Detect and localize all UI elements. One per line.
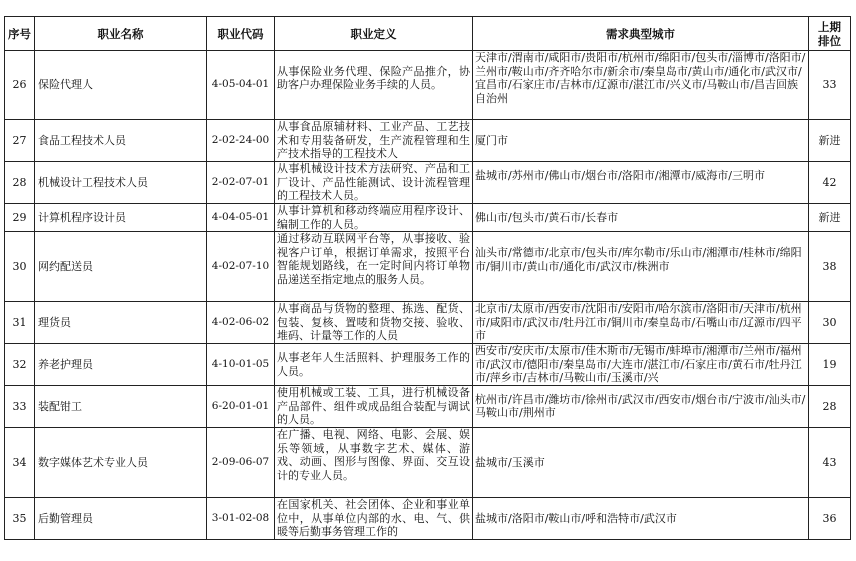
definition-text: 从事计算机和移动终端应用程序设计、编制工作的人员。 (277, 204, 470, 231)
occupation-table (4, 16, 851, 540)
table-row (5, 498, 851, 540)
cell-code: 3-01-02-08 (207, 498, 275, 540)
header-rank (809, 17, 851, 51)
cell-name: 食品工程技术人员 (35, 120, 207, 162)
definition-text: 使用机械或工装、工具，进行机械设备产品部件、组件或成品组合装配与调试的人员。 (277, 386, 470, 427)
cell-cities (473, 51, 809, 120)
header-name: 职业名称 (35, 17, 207, 51)
table-row (5, 302, 851, 344)
cities-text: 西安市/安庆市/太原市/佳木斯市/无锡市/蚌埠市/湘潭市/兰州市/福州市/武汉市/德阳市/秦皇岛市/大连市/湛江市/石家庄市/黄石市/牡丹江市/萍乡市/吉林市/马鞍山市/玉溪市/兴 (475, 344, 802, 385)
cell-definition (275, 428, 473, 498)
cell-name: 装配钳工 (35, 386, 207, 428)
cell-definition (275, 498, 473, 540)
cell-code: 4-10-01-05 (207, 344, 275, 386)
cell-rank: 19 (809, 344, 851, 386)
header-definition: 职业定义 (275, 17, 473, 51)
header-rank-line2: 排位 (818, 33, 841, 48)
cell-code: 4-05-04-01 (207, 51, 275, 120)
cell-rank: 36 (809, 498, 851, 540)
cell-rank: 42 (809, 162, 851, 204)
cell-definition (275, 120, 473, 162)
definition-text: 从事保险业务代理、保险产品推介，协助客户办理保险业务手续的人员。 (277, 64, 470, 92)
cities-text: 汕头市/常德市/北京市/包头市/库尔勒市/乐山市/湘潭市/桂林市/绵阳市/铜川市/黄山市/通化市/武汉市/株洲市 (475, 246, 802, 273)
cell-definition (275, 51, 473, 120)
occupation-table-sheet (4, 16, 851, 540)
cities-text: 北京市/太原市/西安市/沈阳市/安阳市/哈尔滨市/洛阳市/天津市/杭州市/咸阳市/武汉市/牡丹江市/铜川市/秦皇岛市/石嘴山市/辽源市/四平市 (475, 302, 802, 343)
cell-cities (473, 120, 809, 162)
cell-cities (473, 386, 809, 428)
cell-cities (473, 344, 809, 386)
cell-index: 26 (5, 51, 35, 120)
cell-rank: 新进 (809, 204, 851, 232)
header-code: 职业代码 (207, 17, 275, 51)
table-row (5, 344, 851, 386)
table-row (5, 120, 851, 162)
cell-index: 31 (5, 302, 35, 344)
cell-name: 计算机程序设计员 (35, 204, 207, 232)
cell-definition (275, 302, 473, 344)
cell-code: 4-02-06-02 (207, 302, 275, 344)
definition-text: 在广播、电视、网络、电影、会展、娱乐等领域，从事数字艺术、媒体、游戏、动画、图形与图像、界面、交互设计的专业人员。 (277, 428, 470, 482)
table-row (5, 204, 851, 232)
cities-text: 天津市/渭南市/咸阳市/贵阳市/杭州市/绵阳市/包头市/淄博市/洛阳市/兰州市/鞍山市/齐齐哈尔市/新余市/秦皇岛市/黄山市/通化市/武汉市/宜昌市/石家庄市/吉林市/辽源市/湛江市/兴义市/马鞍山市/昌吉回族自治州 (475, 51, 806, 105)
cell-code: 4-04-05-01 (207, 204, 275, 232)
cell-rank: 43 (809, 428, 851, 498)
cell-name: 理货员 (35, 302, 207, 344)
cell-rank: 新进 (809, 120, 851, 162)
cities-text: 佛山市/包头市/黄石市/长春市 (475, 210, 619, 224)
cell-cities (473, 302, 809, 344)
cell-rank: 38 (809, 232, 851, 302)
cell-cities (473, 428, 809, 498)
cell-code: 2-09-06-07 (207, 428, 275, 498)
definition-text: 从事食品原辅材料、工业产品、工艺技术和专用装备研发，生产流程管理和生产技术指导的工程技术人 (277, 120, 470, 161)
header-rank-line1: 上期 (818, 19, 841, 34)
cell-cities (473, 204, 809, 232)
cities-text: 盐城市/玉溪市 (475, 455, 545, 469)
cell-index: 35 (5, 498, 35, 540)
cities-text: 厦门市 (475, 133, 508, 147)
cities-text: 盐城市/苏州市/佛山市/烟台市/洛阳市/湘潭市/威海市/三明市 (475, 168, 765, 182)
cell-rank: 30 (809, 302, 851, 344)
table-row (5, 162, 851, 204)
cell-code: 6-20-01-01 (207, 386, 275, 428)
definition-text: 从事老年人生活照料、护理服务工作的人员。 (277, 351, 470, 378)
cell-name: 网约配送员 (35, 232, 207, 302)
cell-index: 32 (5, 344, 35, 386)
table-row (5, 386, 851, 428)
cell-code: 2-02-24-00 (207, 120, 275, 162)
cell-rank: 28 (809, 386, 851, 428)
cell-code: 4-02-07-10 (207, 232, 275, 302)
cell-name: 养老护理员 (35, 344, 207, 386)
cities-text: 杭州市/许昌市/潍坊市/徐州市/武汉市/西安市/烟台市/宁波市/汕头市/马鞍山市/荆州市 (475, 392, 806, 420)
cell-index: 28 (5, 162, 35, 204)
cell-name: 后勤管理员 (35, 498, 207, 540)
definition-text: 从事商品与货物的整理、拣选、配货、包装、复核、置唛和货物交接、验收、堆码、计量等工作的人员 (277, 302, 470, 343)
cell-index: 33 (5, 386, 35, 428)
cell-code: 2-02-07-01 (207, 162, 275, 204)
definition-text: 在国家机关、社会团体、企业和事业单位中，从事单位内部的水、电、气、供暖等后勤事务管理工作的 (277, 498, 470, 539)
cell-definition (275, 344, 473, 386)
table-row (5, 428, 851, 498)
cell-definition (275, 386, 473, 428)
cell-definition (275, 162, 473, 204)
cell-name: 数字媒体艺术专业人员 (35, 428, 207, 498)
header-row (5, 17, 851, 51)
cell-cities (473, 232, 809, 302)
cell-index: 29 (5, 204, 35, 232)
definition-text: 通过移动互联网平台等，从事接收、验视客户订单，根据订单需求，按照平台智能规划路线，在一定时间内将订单物品递送至指定地点的服务人员。 (277, 232, 470, 286)
definition-text: 从事机械设计技术方法研究、产品和工厂设计、产品性能测试、设计流程管理的工程技术人员。 (277, 162, 470, 203)
cell-definition (275, 204, 473, 232)
cell-definition (275, 232, 473, 302)
cell-cities (473, 498, 809, 540)
cell-name: 保险代理人 (35, 51, 207, 120)
cell-index: 30 (5, 232, 35, 302)
cell-index: 27 (5, 120, 35, 162)
cities-text: 盐城市/洛阳市/鞍山市/呼和浩特市/武汉市 (475, 511, 677, 525)
header-cities: 需求典型城市 (473, 17, 809, 51)
cell-rank: 33 (809, 51, 851, 120)
table-row (5, 232, 851, 302)
table-row (5, 51, 851, 120)
cell-cities (473, 162, 809, 204)
cell-index: 34 (5, 428, 35, 498)
header-index: 序号 (5, 17, 35, 51)
cell-name: 机械设计工程技术人员 (35, 162, 207, 204)
